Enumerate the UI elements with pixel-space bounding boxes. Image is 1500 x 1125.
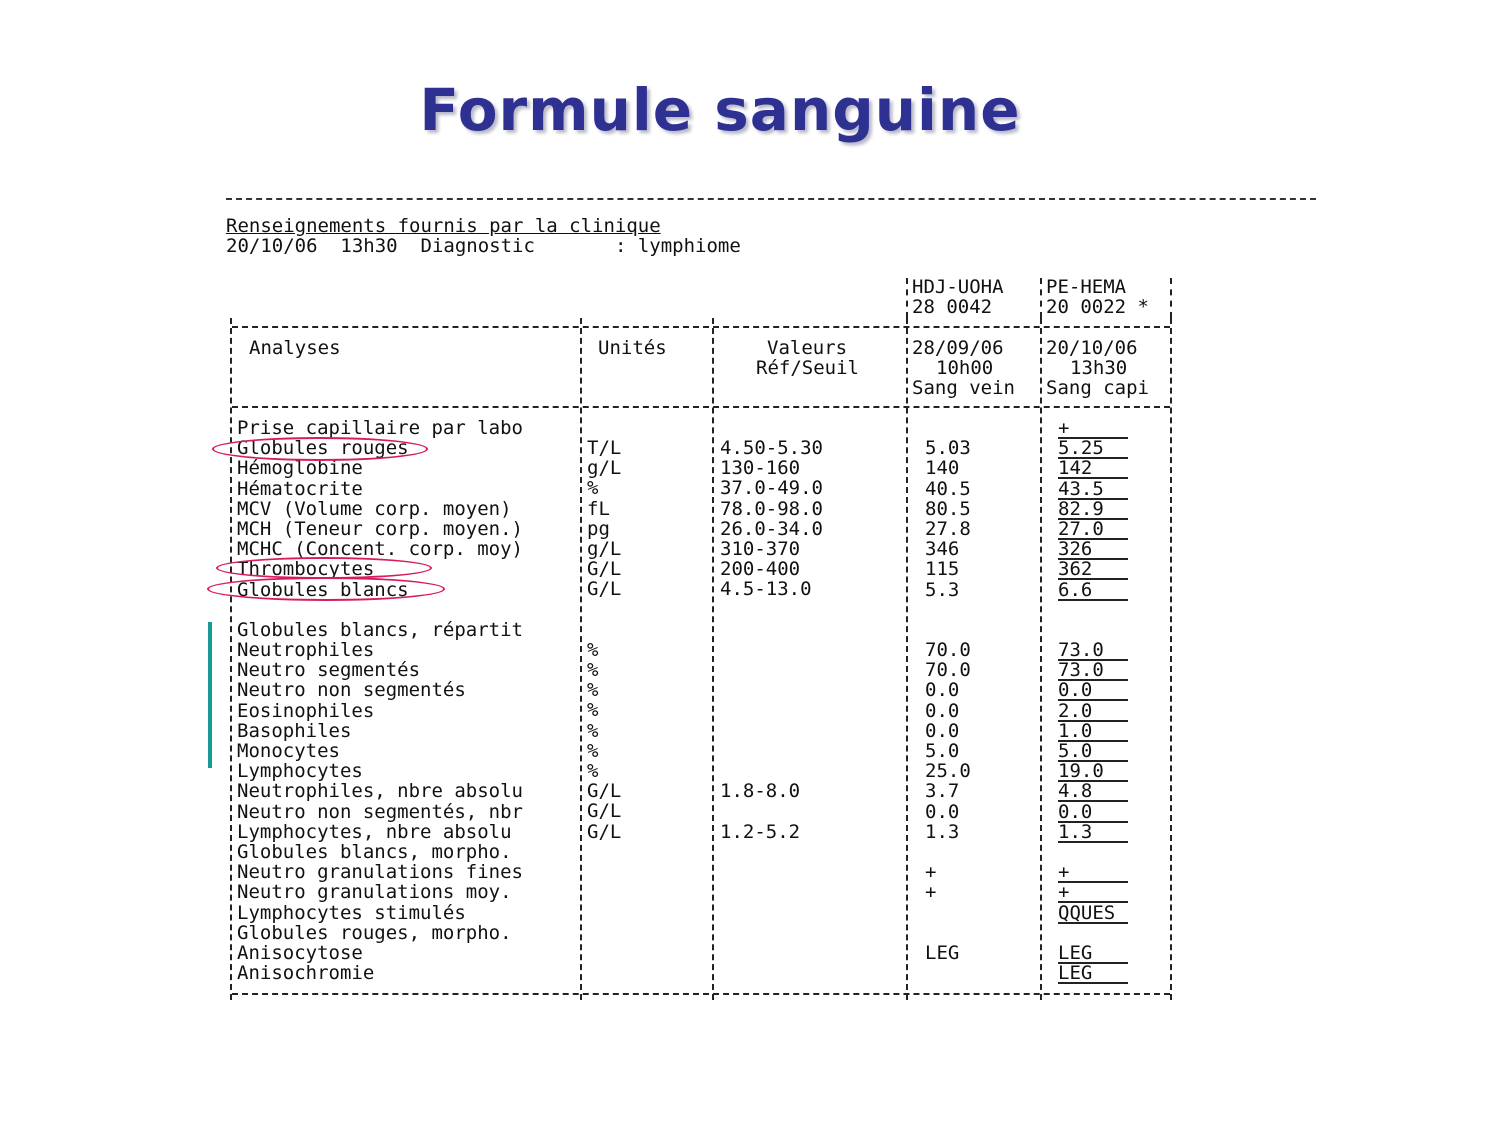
table-cell-ref: 4.5-13.0 bbox=[720, 578, 812, 601]
table-cell-v2: 73.0 bbox=[1058, 640, 1128, 660]
col1-number: 28 0042 bbox=[912, 296, 993, 318]
table-cell-ref bbox=[720, 963, 823, 983]
table-cell-v2: LEG bbox=[1058, 963, 1128, 983]
table-cell-v1: 140 bbox=[925, 457, 960, 480]
table-cell-ref bbox=[720, 620, 823, 640]
table-cell-analysis: Neutrophiles, nbre absolu bbox=[237, 780, 523, 803]
table-cell-analysis: Globules blancs bbox=[237, 578, 409, 601]
table-cell-analysis: Lymphocytes bbox=[237, 760, 363, 783]
result-col1 bbox=[925, 418, 971, 983]
col1-time: 10h00 bbox=[936, 357, 994, 379]
highlight-ring-globules-rouges bbox=[212, 437, 428, 461]
table-cell-analysis: Neutro granulations fines bbox=[237, 861, 523, 884]
col-divider bbox=[580, 318, 582, 1000]
header-units: Unités bbox=[598, 337, 667, 359]
table-cell-ref: 37.0-49.0 bbox=[720, 477, 823, 500]
table-cell-v2: 1.3 bbox=[1058, 822, 1128, 842]
col-divider bbox=[1040, 318, 1042, 1000]
table-cell-analysis: Eosinophiles bbox=[237, 699, 375, 722]
highlight-ring-globules-blancs bbox=[207, 577, 445, 601]
table-cell-unit bbox=[587, 923, 621, 943]
table-cell-analysis: Hémoglobine bbox=[237, 457, 363, 480]
table-cell-v2: + bbox=[1058, 882, 1128, 902]
highlight-ring-thrombocytes bbox=[216, 557, 432, 579]
table-cell-unit bbox=[587, 620, 621, 640]
table-cell-analysis: Basophiles bbox=[237, 719, 352, 742]
col2-time: 13h30 bbox=[1070, 357, 1128, 379]
table-cell-v1 bbox=[925, 600, 971, 620]
table-cell-v1: 0.0 bbox=[925, 699, 960, 722]
table-cell-ref bbox=[720, 660, 823, 680]
table-bottom-rule bbox=[232, 993, 1170, 995]
table-cell-v1: 3.7 bbox=[925, 780, 960, 803]
table-cell-v1: 5.03 bbox=[925, 437, 971, 460]
table-cell-analysis: Globules blancs, morpho. bbox=[237, 840, 512, 863]
table-cell-ref bbox=[720, 640, 823, 660]
table-cell-ref bbox=[720, 600, 823, 620]
table-cell-ref bbox=[720, 923, 823, 943]
table-cell-v2: 5.0 bbox=[1058, 741, 1128, 761]
table-cell-analysis: Globules rouges, morpho. bbox=[237, 921, 512, 944]
table-cell-unit: % bbox=[587, 477, 599, 500]
table-cell-v1: 5.0 bbox=[925, 740, 960, 762]
table-cell-unit bbox=[587, 600, 621, 620]
table-cell-ref bbox=[720, 741, 823, 761]
table-cell-analysis: MCH (Teneur corp. moyen.) bbox=[237, 517, 523, 540]
table-cell-v2: 73.0 bbox=[1058, 660, 1128, 680]
ref-column bbox=[720, 438, 823, 983]
table-cell-unit: % bbox=[587, 760, 599, 782]
table-cell-v2: 142 bbox=[1058, 458, 1128, 478]
table-cell-analysis: MCHC (Concent. corp. moy) bbox=[237, 538, 523, 561]
table-cell-analysis: Lymphocytes, nbre absolu bbox=[237, 820, 512, 843]
table-cell-v1 bbox=[925, 418, 971, 438]
table-cell-analysis: Neutro non segmentés bbox=[237, 679, 466, 702]
table-cell-unit bbox=[587, 862, 621, 882]
table-cell-ref: 1.2-5.2 bbox=[720, 820, 801, 843]
table-cell-v2: QQUES bbox=[1058, 903, 1128, 923]
table-cell-unit: pg bbox=[587, 517, 610, 540]
table-cell-v2: 362 bbox=[1058, 559, 1128, 579]
table-cell-ref: 1.8-8.0 bbox=[720, 780, 801, 803]
table-cell-ref bbox=[720, 700, 823, 720]
table-cell-unit: % bbox=[587, 739, 599, 762]
col-divider bbox=[1040, 278, 1042, 318]
col1-sample: Sang vein bbox=[912, 377, 1015, 399]
table-cell-v1: + bbox=[925, 861, 937, 884]
col2-number: 20 0022 * bbox=[1046, 296, 1149, 318]
result-col2 bbox=[1058, 418, 1128, 983]
analysis-column bbox=[237, 418, 523, 983]
table-cell-v1: 70.0 bbox=[925, 659, 971, 682]
table-cell-unit: % bbox=[587, 638, 599, 661]
table-cell-unit bbox=[587, 943, 621, 963]
table-cell-unit: g/L bbox=[587, 457, 622, 480]
table-cell-unit bbox=[587, 842, 621, 862]
table-cell-ref bbox=[720, 801, 823, 821]
table-cell-unit: G/L bbox=[587, 820, 622, 843]
table-cell-v1 bbox=[925, 963, 971, 983]
table-cell-analysis: Neutro non segmentés, nbr bbox=[237, 800, 523, 823]
col-divider bbox=[230, 318, 232, 1000]
clinic-time: 13h30 bbox=[340, 235, 398, 257]
table-cell-v1: 27.8 bbox=[925, 517, 971, 540]
table-cell-v2: LEG bbox=[1058, 943, 1128, 963]
table-cell-analysis: Neutrophiles bbox=[237, 639, 375, 662]
table-cell-unit bbox=[587, 963, 621, 983]
table-cell-ref: 310-370 bbox=[720, 537, 801, 560]
col1-service: HDJ-UOHA bbox=[912, 276, 1004, 298]
table-cell-unit: fL bbox=[587, 497, 610, 520]
top-divider bbox=[226, 198, 1316, 200]
table-cell-v1: + bbox=[925, 881, 937, 904]
table-cell-v1 bbox=[925, 903, 971, 923]
table-cell-v2: 4.8 bbox=[1058, 781, 1128, 801]
table-cell-unit: % bbox=[587, 679, 599, 702]
table-cell-unit: T/L bbox=[587, 437, 622, 459]
page-title: Formule sanguine bbox=[419, 76, 1021, 144]
table-cell-analysis: Globules blancs, répartit bbox=[237, 618, 523, 641]
table-cell-v1: 40.5 bbox=[925, 477, 971, 500]
table-cell-analysis: Neutro granulations moy. bbox=[237, 881, 512, 904]
clinic-date: 20/10/06 bbox=[226, 235, 318, 257]
table-cell-ref: 130-160 bbox=[720, 457, 801, 480]
table-cell-analysis: Neutro segmentés bbox=[237, 659, 421, 682]
table-cell-unit: G/L bbox=[587, 780, 622, 803]
table-cell-ref: 26.0-34.0 bbox=[720, 517, 823, 540]
table-cell-ref: 78.0-98.0 bbox=[720, 497, 823, 520]
table-cell-ref bbox=[720, 862, 823, 882]
table-cell-v1: 1.3 bbox=[925, 820, 960, 843]
table-cell-analysis bbox=[237, 600, 523, 620]
table-cell-v1: LEG bbox=[925, 941, 960, 964]
table-cell-ref bbox=[720, 842, 823, 862]
table-cell-analysis: Hématocrite bbox=[237, 477, 363, 500]
table-cell-v2: 19.0 bbox=[1058, 761, 1128, 781]
table-cell-v1: 70.0 bbox=[925, 639, 971, 662]
table-cell-unit: g/L bbox=[587, 537, 622, 560]
table-cell-unit: % bbox=[587, 719, 599, 742]
table-cell-v2: 1.0 bbox=[1058, 721, 1128, 741]
table-cell-v1: 115 bbox=[925, 558, 960, 581]
col2-sample: Sang capi bbox=[1046, 377, 1149, 399]
table-cell-ref bbox=[720, 882, 823, 902]
table-cell-ref: 200-400 bbox=[720, 558, 801, 581]
table-cell-v2: 2.0 bbox=[1058, 701, 1128, 721]
table-cell-v1: 0.0 bbox=[925, 800, 960, 823]
table-cell-v1: 80.5 bbox=[925, 497, 971, 520]
col2-date: 20/10/06 bbox=[1046, 337, 1138, 359]
table-cell-unit: G/L bbox=[587, 578, 622, 601]
table-cell-v1 bbox=[925, 620, 971, 640]
col-divider bbox=[906, 318, 908, 1000]
header-bottom-rule bbox=[232, 406, 1170, 408]
table-cell-v2: 6.6 bbox=[1058, 580, 1128, 600]
table-cell-v1: 5.3 bbox=[925, 578, 960, 601]
table-cell-v1: 25.0 bbox=[925, 760, 971, 783]
clinic-info-line bbox=[226, 236, 741, 256]
header-top-rule bbox=[232, 326, 1170, 328]
table-cell-analysis: Monocytes bbox=[237, 740, 340, 762]
table-cell-v1: 346 bbox=[925, 538, 960, 561]
table-cell-v1 bbox=[925, 923, 971, 943]
table-cell-v2 bbox=[1058, 923, 1128, 943]
col-divider bbox=[1170, 318, 1172, 1000]
table-cell-v2: 0.0 bbox=[1058, 802, 1128, 822]
table-cell-ref bbox=[720, 761, 823, 781]
table-cell-ref: 4.50-5.30 bbox=[720, 437, 823, 459]
clinic-label: Diagnostic bbox=[420, 235, 535, 257]
table-cell-v2: 43.5 bbox=[1058, 479, 1128, 499]
header-ref-line1: Valeurs bbox=[767, 337, 848, 359]
table-cell-analysis: Globules rouges bbox=[237, 437, 409, 460]
header-ref-line2: Réf/Seuil bbox=[756, 357, 859, 379]
col-divider bbox=[1170, 278, 1172, 318]
table-cell-v1 bbox=[925, 842, 971, 862]
table-cell-ref bbox=[720, 680, 823, 700]
table-cell-v2: + bbox=[1058, 862, 1128, 882]
table-cell-analysis: Prise capillaire par labo bbox=[237, 417, 523, 439]
col1-date: 28/09/06 bbox=[912, 337, 1004, 359]
highlight-bar bbox=[208, 622, 212, 768]
table-cell-ref bbox=[720, 943, 823, 963]
table-cell-v2: 82.9 bbox=[1058, 499, 1128, 519]
table-cell-unit: % bbox=[587, 699, 599, 722]
col2-service: PE-HEMA bbox=[1046, 276, 1127, 298]
table-cell-v2: 5.25 bbox=[1058, 438, 1128, 458]
table-cell-v2 bbox=[1058, 842, 1128, 862]
table-cell-ref bbox=[720, 721, 823, 741]
table-cell-ref bbox=[720, 902, 823, 922]
table-cell-v2: 0.0 bbox=[1058, 680, 1128, 700]
col-divider bbox=[906, 278, 908, 318]
table-cell-analysis: Anisochromie bbox=[237, 962, 375, 985]
table-cell-v2: 326 bbox=[1058, 539, 1128, 559]
table-cell-v1: 0.0 bbox=[925, 719, 960, 742]
table-cell-analysis: MCV (Volume corp. moyen) bbox=[237, 497, 512, 520]
table-cell-unit bbox=[587, 902, 621, 922]
table-cell-v1: 0.0 bbox=[925, 679, 960, 702]
table-cell-unit: G/L bbox=[587, 558, 622, 581]
table-cell-v2: + bbox=[1058, 418, 1128, 438]
table-cell-unit: % bbox=[587, 659, 599, 682]
table-cell-v2 bbox=[1058, 600, 1128, 620]
clinic-diagnosis: : lymphiome bbox=[614, 235, 741, 257]
clinic-heading: Renseignements fournis par la clinique bbox=[226, 215, 661, 237]
table-cell-analysis: Anisocytose bbox=[237, 941, 363, 964]
table-cell-analysis: Lymphocytes stimulés bbox=[237, 901, 466, 924]
unit-column bbox=[587, 438, 621, 983]
col-divider bbox=[712, 318, 714, 1000]
table-cell-analysis: Thrombocytes bbox=[237, 558, 375, 581]
table-cell-v2 bbox=[1058, 620, 1128, 640]
header-analyses: Analyses bbox=[249, 337, 341, 359]
table-cell-unit bbox=[587, 882, 621, 902]
table-cell-unit: G/L bbox=[587, 800, 622, 823]
table-cell-v2: 27.0 bbox=[1058, 519, 1128, 539]
